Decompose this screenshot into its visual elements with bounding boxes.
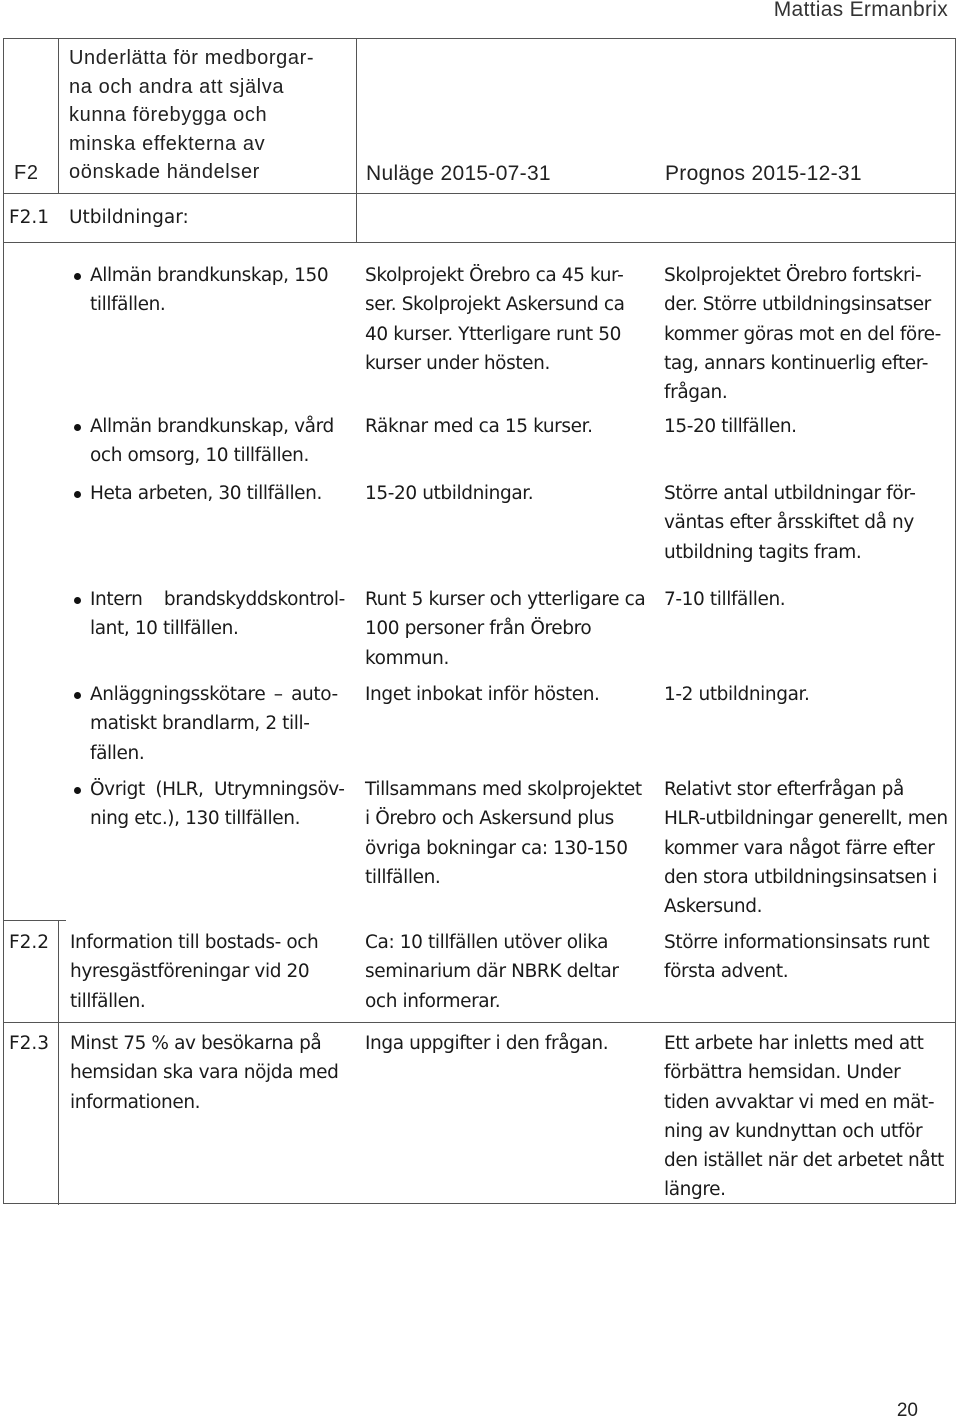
bullet-icon [74, 491, 81, 498]
goal-ovrigt-hlr-line1: Övrigt (HLR, Utrymningsöv- [90, 779, 345, 800]
status-vard-och-omsorg: Räknar med ca 15 kurser. [365, 416, 593, 437]
header-title: Underlätta för medborgar- na och andra att själva kunna förebygga och minska effekterna av oönskade händelser [69, 47, 315, 183]
header-forecast-column: Prognos 2015-12-31 [665, 162, 862, 185]
bullet-icon [74, 273, 81, 280]
forecast-allman-brandkunskap: Skolprojektet Örebro fortskri- der. Större utbildningsinsatser kommer göras mot en del före- tag, annars kontinuerlig efter- frågan. [664, 265, 941, 404]
col-divider [356, 39, 357, 242]
forecast-information-foreningar: Större informationsinsats runt första advent. [664, 932, 930, 983]
forecast-anlaggningsskotare: 1-2 utbildningar. [664, 684, 810, 705]
col-divider [58, 920, 59, 1205]
row-code-f2-3: F2.3 [9, 1033, 50, 1054]
goal-anlaggningsskotare [90, 680, 352, 768]
row-divider [4, 920, 66, 921]
status-hemsidan: Inga uppgifter i den frågan. [365, 1033, 609, 1054]
goal-anlaggningsskotare-line1: Anläggningsskötare – auto- [90, 684, 338, 705]
status-intern-brandskydd: Runt 5 kurser och ytterligare ca 100 personer från Örebro kommun. [365, 589, 646, 669]
status-information-foreningar: Ca: 10 tillfällen utöver olika seminarium där NBRK deltar och informerar. [365, 932, 619, 1012]
row-code-f2-1: F2.1 [9, 207, 50, 228]
goal-allman-brandkunskap: Allmän brandkunskap, 150 tillfällen. [90, 265, 329, 316]
goal-intern-brandskydd-line1: Intern brandskyddskontrol- [90, 589, 345, 610]
forecast-heta-arbeten: Större antal utbildningar för- väntas efter årsskiftet då ny utbildning tagits fram. [664, 483, 916, 563]
goal-vard-och-omsorg: Allmän brandkunskap, vård och omsorg, 10 tillfällen. [90, 416, 334, 467]
row-label-utbildningar: Utbildningar: [69, 207, 189, 228]
forecast-intern-brandskydd: 7-10 tillfällen. [664, 589, 786, 610]
status-heta-arbeten: 15-20 utbildningar. [365, 483, 534, 504]
row-code-f2-2: F2.2 [9, 932, 50, 953]
status-ovrigt-hlr: Tillsammans med skolprojektet i Örebro och Askersund plus övriga bokningar ca: 130-150 tillfällen. [365, 779, 642, 888]
row-divider [4, 1022, 955, 1023]
forecast-ovrigt-hlr: Relativt stor efterfrågan på HLR-utbildningar generellt, men kommer vara något färre efter den stora utbildningsinsatsen i Askersund. [664, 779, 948, 918]
goal-hemsidan: Minst 75 % av besökarna på hemsidan ska vara nöjda med informationen. [70, 1033, 339, 1113]
goal-heta-arbeten: Heta arbeten, 30 tillfällen. [90, 483, 322, 504]
forecast-hemsidan: Ett arbete har inletts med att förbättra hemsidan. Under tiden avvaktar vi med en mät- ning av kundnyttan och utför den istället när det arbetet nått längre. [664, 1033, 944, 1201]
status-allman-brandkunskap: Skolprojekt Örebro ca 45 kur- ser. Skolprojekt Askersund ca 40 kurser. Ytterligare runt 50 kurser under hösten. [365, 265, 625, 374]
goal-intern-brandskydd-line2: lant, 10 tillfällen. [90, 618, 239, 640]
header-code: F2 [14, 162, 39, 184]
goal-ovrigt-hlr [90, 775, 352, 834]
bullet-icon [74, 597, 81, 604]
forecast-vard-och-omsorg: 15-20 tillfällen. [664, 416, 797, 437]
bullet-icon [74, 692, 81, 699]
goals-table [3, 38, 956, 1204]
row-divider [4, 242, 955, 243]
status-anlaggningsskotare: Inget inbokat inför hösten. [365, 684, 600, 705]
col-divider [58, 39, 59, 193]
page-number: 20 [896, 1400, 918, 1421]
bullet-icon [74, 787, 81, 794]
goal-information-foreningar: Information till bostads- och hyresgästföreningar vid 20 tillfällen. [70, 932, 319, 1012]
goal-intern-brandskydd [90, 585, 352, 644]
goal-ovrigt-hlr-line2: ning etc.), 130 tillfällen. [90, 808, 301, 830]
goal-anlaggningsskotare-rest: matiskt brandlarm, 2 till- fällen. [90, 713, 310, 764]
row-divider [4, 193, 955, 194]
header-status-column: Nuläge 2015-07-31 [366, 162, 551, 185]
bullet-icon [74, 424, 81, 431]
author-name: Mattias Ermanbrix [773, 0, 948, 21]
